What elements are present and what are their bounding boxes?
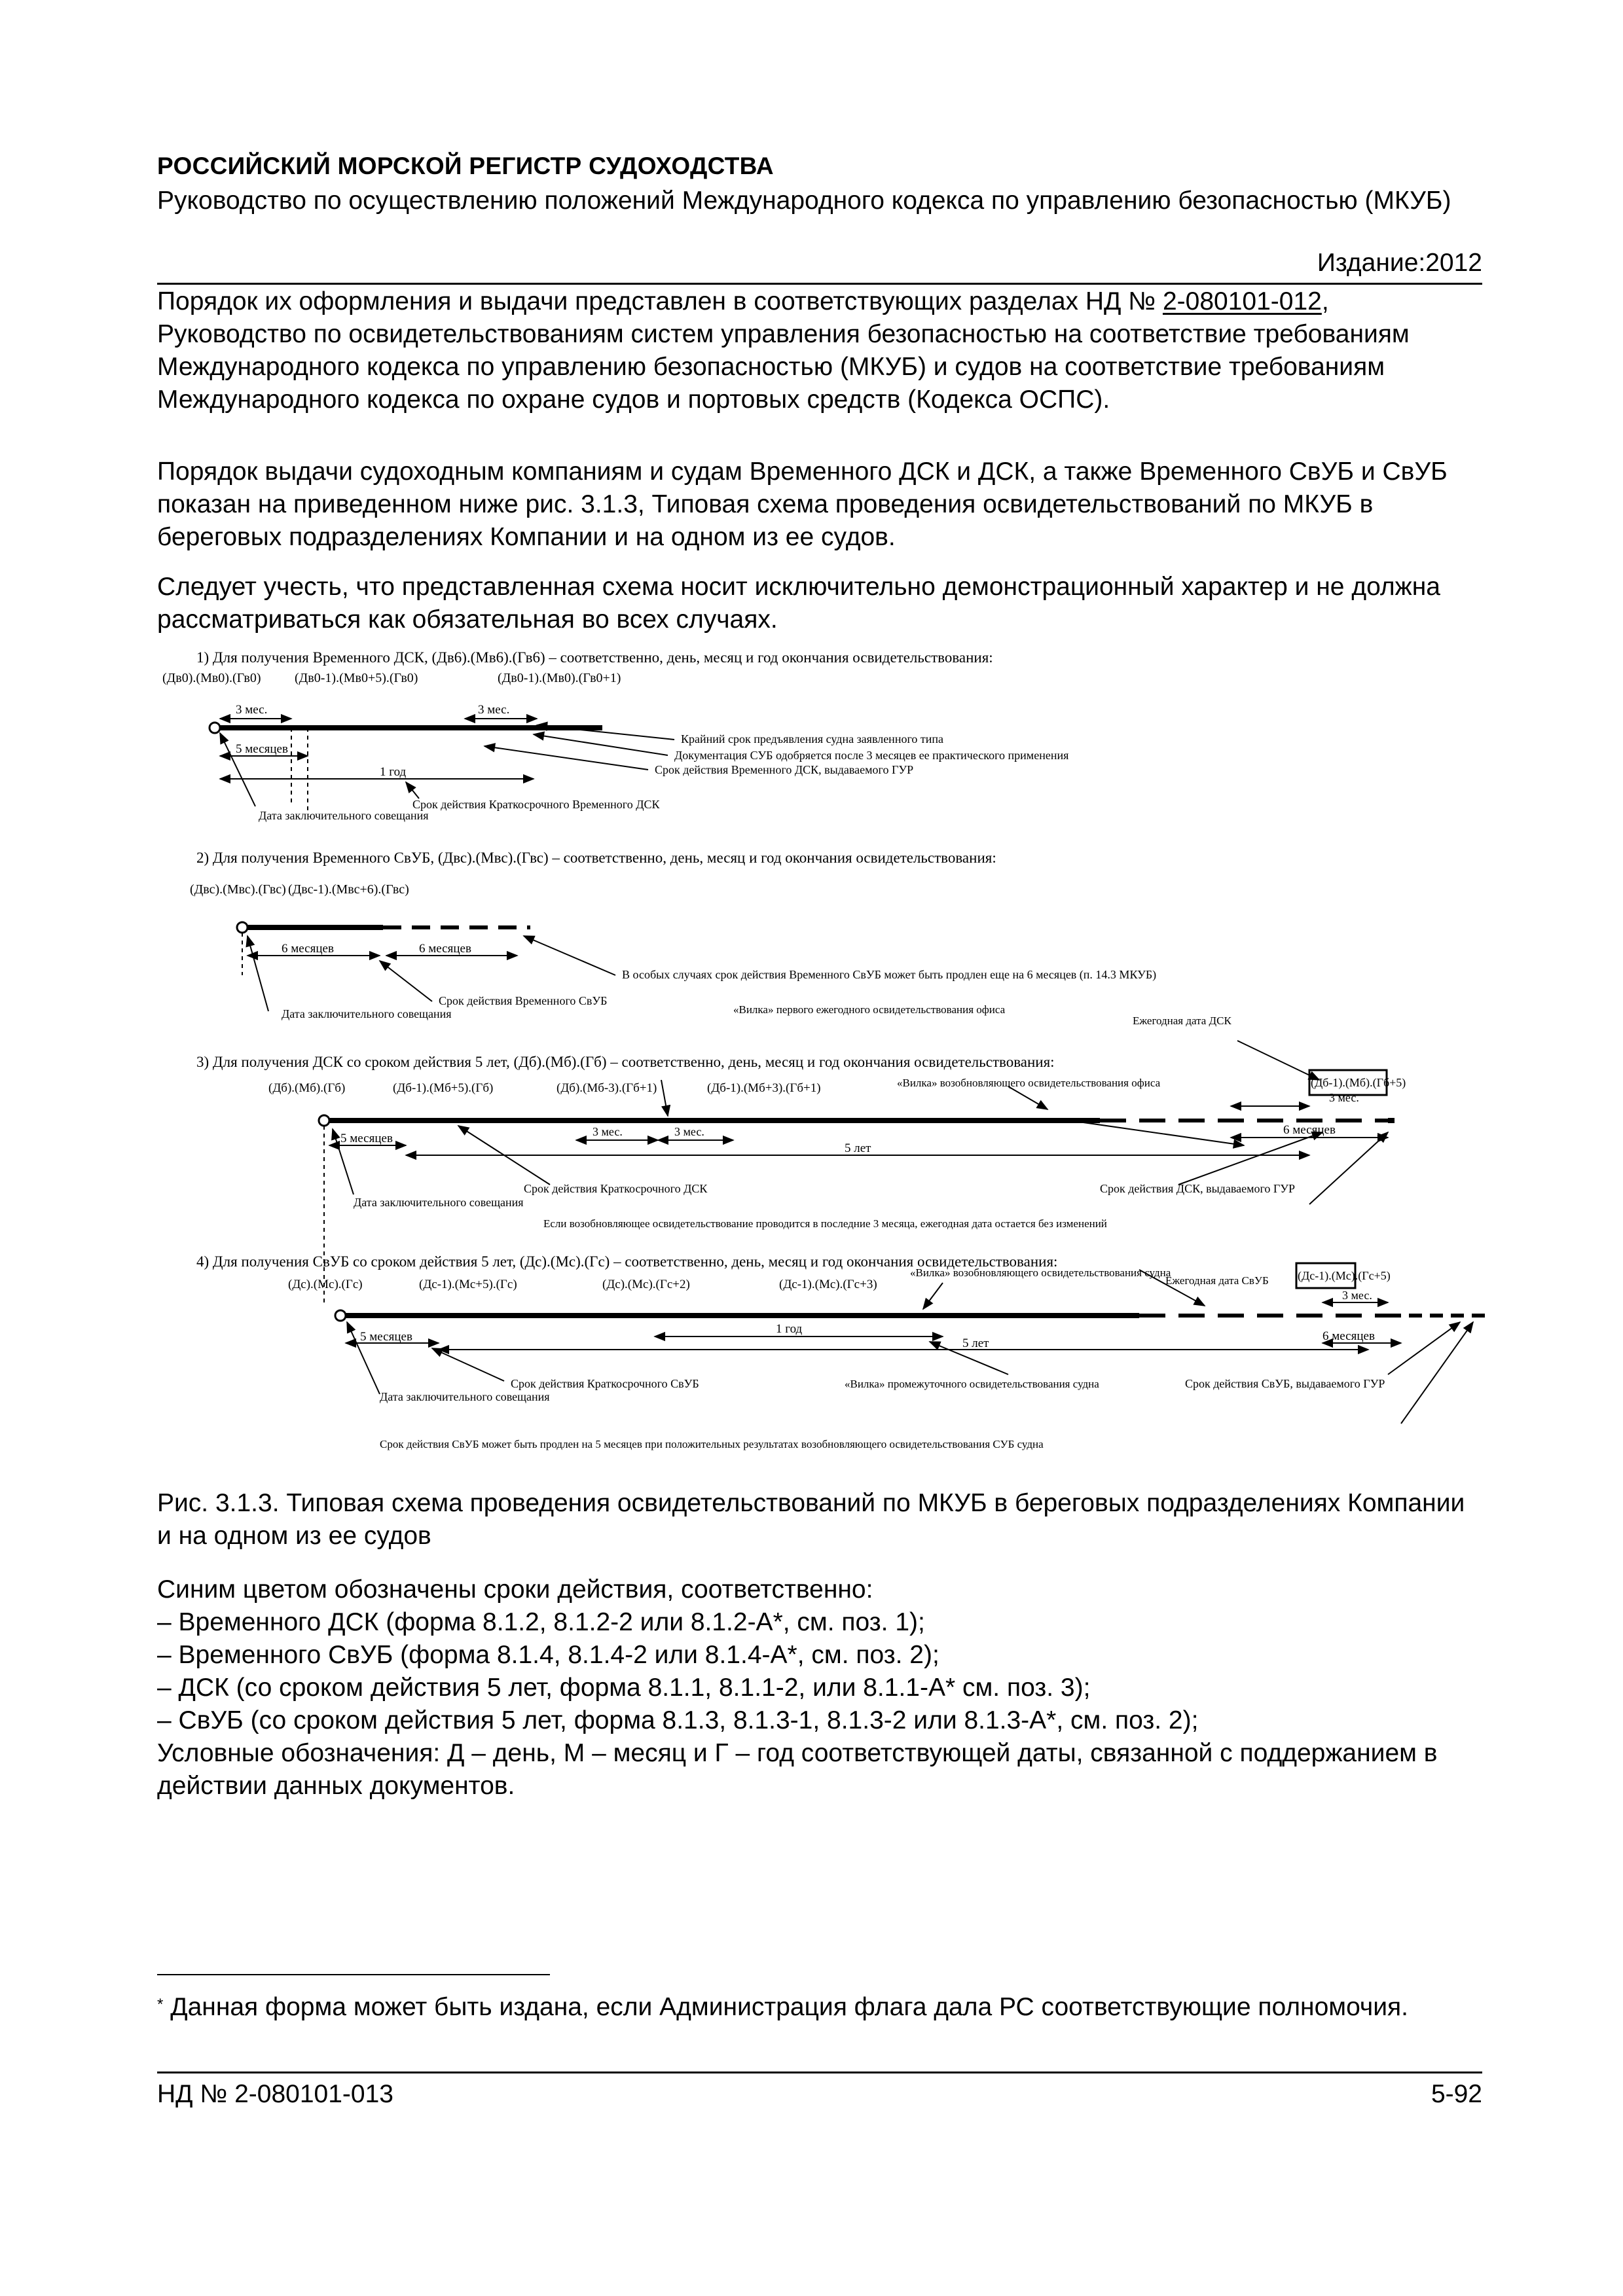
- s2-date: (Двс-1).(Мвс+6).(Гвс): [288, 882, 409, 897]
- s3-note: Если возобновляющее освидетельствование проводится в последние 3 месяца, ежегодная дата остается без изменений: [543, 1217, 1107, 1230]
- s2-note: Срок действия Временного СвУБ: [439, 994, 608, 1007]
- s4-note: «Вилка» промежуточного освидетельствования судна: [845, 1378, 1099, 1390]
- organization-name: РОССИЙСКИЙ МОРСКОЙ РЕГИСТР СУДОХОДСТВА: [157, 152, 774, 179]
- s3-label: 5 месяцев: [340, 1132, 393, 1145]
- figure-caption: Рис. 3.1.3. Типовая схема проведения освидетельствований по МКУБ в береговых подразделениях Компании и на одном из ее судов: [157, 1489, 1465, 1550]
- footnote-text: Данная форма может быть издана, если Администрация флага дала РС соответствующие полномочия.: [170, 1993, 1408, 2021]
- s2-label: 6 месяцев: [282, 942, 334, 956]
- legend-notation: Условные обозначения: Д – день, М – месяц и Г – год соответствующей даты, связанной с поддержанием в действии данных документов.: [157, 1739, 1438, 1800]
- footnote-rule: [157, 1974, 550, 1975]
- s1-date: (Дв0).(Мв0).(Гв0): [162, 671, 261, 685]
- s3-note: Срок действия ДСК, выдаваемого ГУР: [1100, 1182, 1296, 1195]
- s4-date: (Дс-1).(Мс).(Гс+3): [779, 1278, 877, 1291]
- s1-label: 5 месяцев: [236, 742, 288, 756]
- body-text: [157, 285, 1483, 416]
- s3-date: (Дб).(Мб-3).(Гб+1): [556, 1081, 657, 1095]
- s3-date: (Дб-1).(Мб).(Гб+5): [1311, 1076, 1406, 1089]
- s3-label: 5 лет: [845, 1141, 871, 1155]
- s4-note: Дата заключительного совещания: [380, 1390, 550, 1403]
- s2-note: В особых случаях срок действия Временного СвУБ может быть продлен еще на 6 месяцев (п. 14.3 МКУБ): [622, 968, 1157, 981]
- s1-note: Дата заключительного совещания: [259, 809, 429, 822]
- paragraph-2: Порядок выдачи судоходным компаниям и судам Временного ДСК и ДСК, а также Временного СвУБ и СвУБ показан на приведенном ниже рис. 3.1.3, Типовая схема проведения освидетельствований по МКУБ в береговых подразделениях Компании и на одном из ее судов.: [157, 457, 1448, 551]
- footer-rule: [157, 2072, 1482, 2073]
- footnote: [157, 1991, 1467, 2024]
- s2-note: Дата заключительного совещания: [282, 1007, 452, 1020]
- legend-block: [157, 1573, 1483, 1803]
- legend-intro: Синим цветом обозначены сроки действия, соответственно:: [157, 1575, 873, 1604]
- s1-date: (Дв0-1).(Мв0).(Гв0+1): [498, 671, 621, 685]
- s4-label: 6 месяцев: [1322, 1329, 1375, 1343]
- s2-title: 2) Для получения Временного СвУБ, (Двс).(Мвс).(Гвс) – соответственно, день, месяц и год окончания освидетельствования:: [196, 850, 996, 866]
- survey-scheme-figure: [157, 648, 1493, 1460]
- header-rule: [157, 283, 1482, 285]
- s3-date: (Дб-1).(Мб+3).(Гб+1): [707, 1081, 821, 1095]
- footer-page-number: 5-92: [1431, 2080, 1482, 2108]
- legend-item: – Временного ДСК (форма 8.1.2, 8.1.2-2 или 8.1.2-А*, см. поз. 1);: [157, 1608, 925, 1636]
- s3-title: 3) Для получения ДСК со сроком действия 5 лет, (Дб).(Мб).(Гб) – соответственно, день, месяц и год окончания освидетельствования:: [196, 1054, 1055, 1070]
- s4-date: (Дс-1).(Мс).(Гс+5): [1298, 1269, 1391, 1282]
- s4-start-node: [335, 1310, 346, 1321]
- s1-note: Документация СУБ одобряется после 3 месяцев ее практического применения: [674, 749, 1069, 762]
- s3-label: 6 месяцев: [1283, 1123, 1336, 1137]
- s1-title: 1) Для получения Временного ДСК, (Дв6).(Мв6).(Гв6) – соответственно, день, месяц и год окончания освидетельствования:: [196, 649, 993, 666]
- s4-label: 5 месяцев: [360, 1330, 412, 1344]
- footer-doc-number: НД № 2-080101-013: [157, 2080, 393, 2108]
- s1-label: 1 год: [380, 765, 407, 779]
- s4-note: Срок действия Краткосрочного СвУБ: [511, 1377, 699, 1390]
- s1-label: 3 мес.: [236, 703, 268, 717]
- s4-title: 4) Для получения СвУБ со сроком действия 5 лет, (Дс).(Мс).(Гс) – соответственно, день, месяц и год окончания освидетельствования:: [196, 1253, 1058, 1270]
- footnote-mark: *: [157, 1996, 164, 2013]
- s1-note: Крайний срок предъявления судна заявленного типа: [681, 732, 944, 745]
- s2-label: 6 месяцев: [419, 942, 471, 956]
- s3-date: (Дб-1).(Мб+5).(Гб): [393, 1081, 494, 1095]
- legend-item: – ДСК (со сроком действия 5 лет, форма 8.1.1, 8.1.1-2, или 8.1.1-А* см. поз. 3);: [157, 1674, 1091, 1702]
- s4-date: (Дс).(Мс).(Гс): [288, 1278, 363, 1291]
- s3-label: 3 мес.: [674, 1125, 704, 1138]
- s3-note: «Вилка» первого ежегодного освидетельствования офиса: [733, 1003, 1006, 1016]
- s4-date: (Дс-1).(Мс+5).(Гс): [419, 1278, 517, 1291]
- s3-label: 3 мес.: [593, 1125, 623, 1138]
- s4-label: 5 лет: [962, 1336, 989, 1350]
- s4-label: 3 мес.: [1342, 1289, 1372, 1302]
- s3-note: Дата заключительного совещания: [354, 1196, 524, 1209]
- s3-date: (Дб).(Мб).(Гб): [268, 1081, 346, 1095]
- s3-start-node: [319, 1115, 329, 1126]
- document-title: Руководство по осуществлению положений Международного кодекса по управлению безопасностью (МКУБ): [157, 187, 1451, 215]
- paragraph-1: Порядок их оформления и выдачи представлен в соответствующих разделах НД № 2-080101-012, Руководство по освидетельствованиям систем управления безопасностью на соответствие требованиям Международного кодекса по управлению безопасностью (МКУБ) и судов на соответствие требованиям Международного кодекса по охране судов и портовых средств (Кодекса ОСПС).: [157, 287, 1410, 414]
- s1-date: (Дв0-1).(Мв0+5).(Гв0): [295, 671, 418, 685]
- s4-date: (Дс).(Мс).(Гс+2): [602, 1278, 690, 1291]
- s3-note: Срок действия Краткосрочного ДСК: [524, 1182, 708, 1195]
- s4-note: Срок действия СвУБ, выдаваемого ГУР: [1185, 1377, 1385, 1390]
- s1-start-node: [210, 723, 220, 733]
- s1-note: Срок действия Краткосрочного Временного ДСК: [412, 798, 660, 811]
- legend-item: – СвУБ (со сроком действия 5 лет, форма 8.1.3, 8.1.3-1, 8.1.3-2 или 8.1.3-А*, см. поз. 2);: [157, 1706, 1199, 1734]
- s3-note: «Вилка» возобновляющего освидетельствования офиса: [897, 1077, 1161, 1089]
- legend-item: – Временного СвУБ (форма 8.1.4, 8.1.4-2 или 8.1.4-А*, см. поз. 2);: [157, 1641, 939, 1669]
- s3-note: Ежегодная дата ДСК: [1133, 1014, 1231, 1027]
- s1-label: 3 мес.: [478, 703, 510, 717]
- paragraph-3: Следует учесть, что представленная схема носит исключительно демонстрационный характер и не должна рассматриваться как обязательная во всех случаях.: [157, 573, 1440, 634]
- s3-label: 3 мес.: [1329, 1091, 1359, 1104]
- s2-start-node: [237, 922, 247, 933]
- s4-note: Ежегодная дата СвУБ: [1165, 1274, 1269, 1287]
- edition-label: Издание:2012: [1317, 249, 1482, 277]
- doc-link[interactable]: 2-080101-012: [1162, 287, 1322, 315]
- s4-note: Срок действия СвУБ может быть продлен на 5 месяцев при положительных результатах возобновляющего освидетельствования СУБ судна: [380, 1438, 1044, 1450]
- s4-note: «Вилка» возобновляющего освидетельствования судна: [910, 1266, 1171, 1279]
- s1-note: Срок действия Временного ДСК, выдаваемого ГУР: [655, 763, 914, 776]
- s2-date: (Двс).(Мвс).(Гвс): [190, 882, 286, 897]
- s4-label: 1 год: [776, 1322, 803, 1336]
